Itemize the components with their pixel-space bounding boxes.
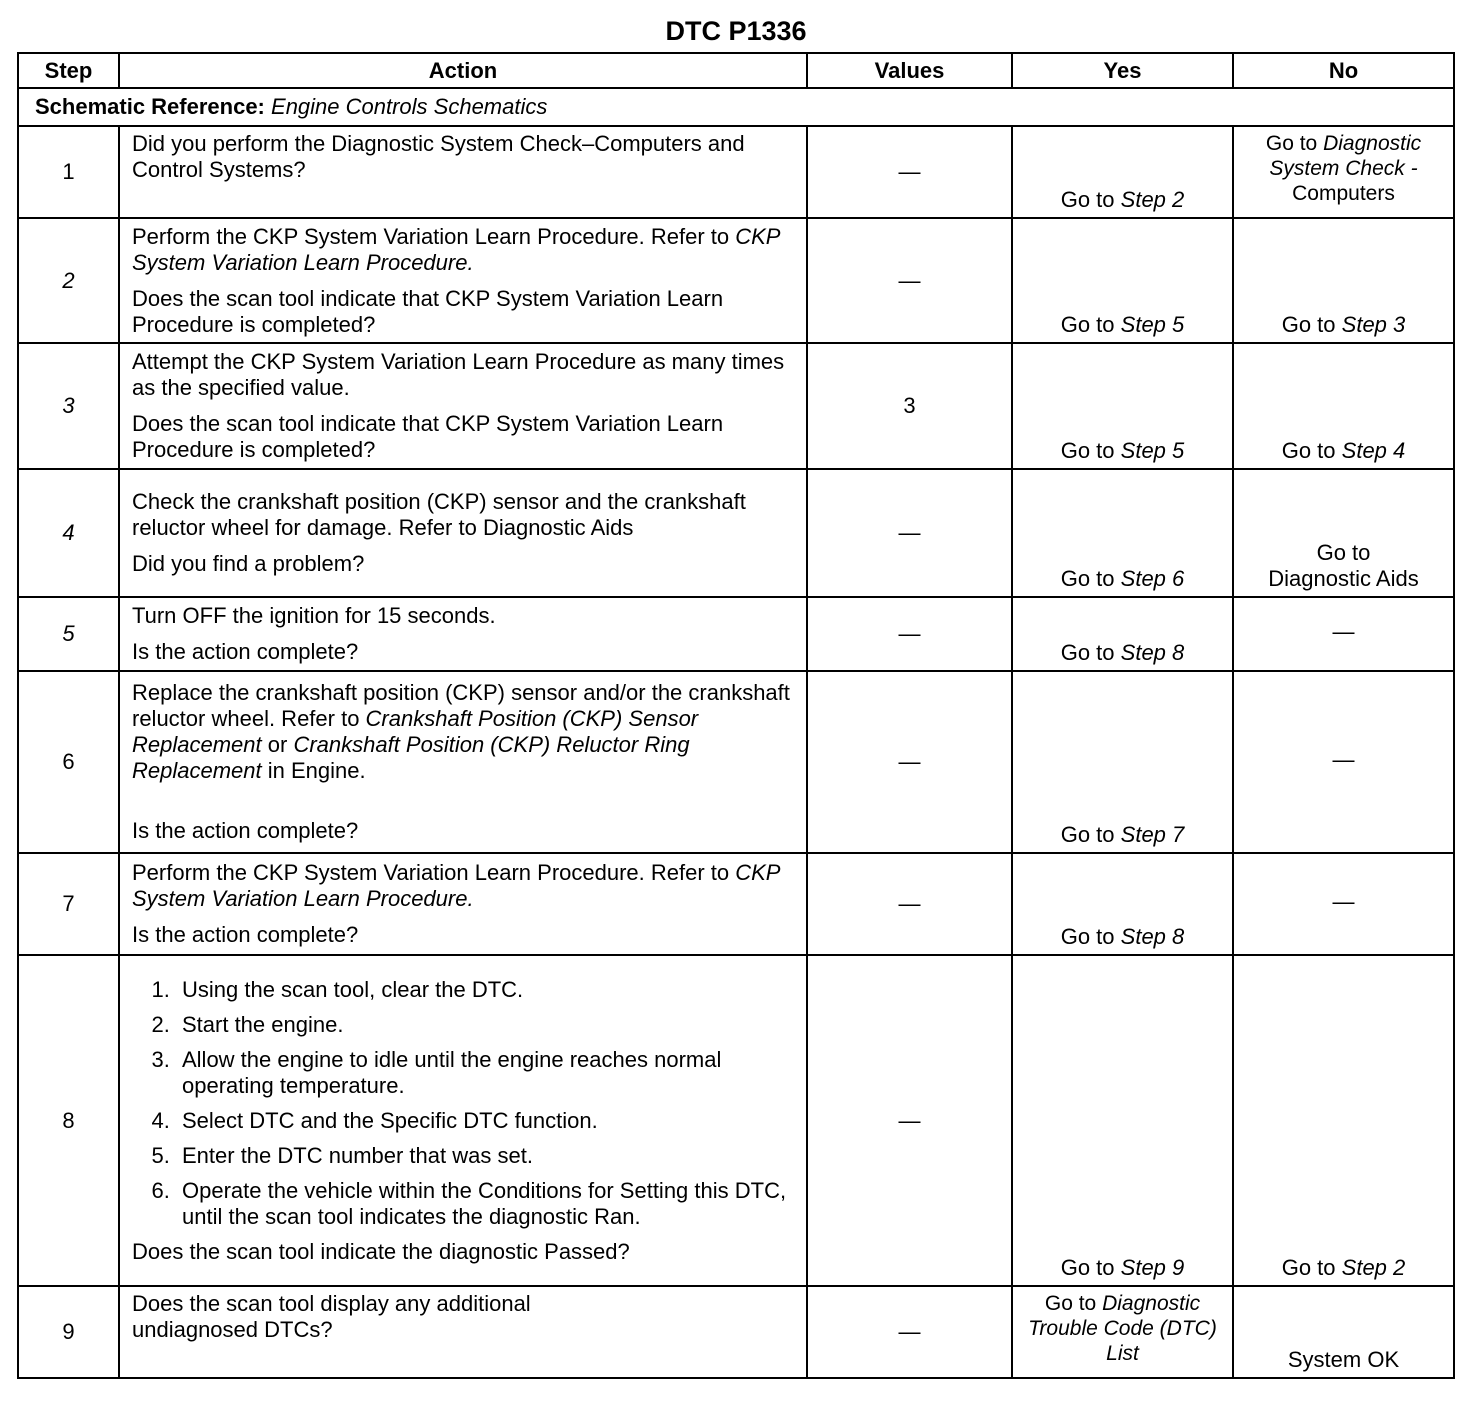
action-text: Turn OFF the ignition for 15 seconds. <box>132 603 496 628</box>
no-cell <box>1233 469 1454 597</box>
yes-cell <box>1012 469 1233 597</box>
action-cell <box>119 1286 807 1378</box>
value-cell: — <box>807 469 1012 597</box>
table-row <box>18 853 1454 955</box>
action-question: Is the action complete? <box>132 818 359 843</box>
list-item: 5. Enter the DTC number that was set. <box>176 1143 796 1169</box>
action-cell <box>119 218 807 343</box>
value-cell: — <box>807 597 1012 671</box>
goto-label: Go to <box>1060 1255 1115 1280</box>
action-question: Does the scan tool indicate that CKP System Variation Learn Procedure is completed? <box>132 411 724 462</box>
action-cell <box>119 853 807 955</box>
yes-cell <box>1012 955 1233 1286</box>
value-cell: — <box>807 218 1012 343</box>
action-question: Does the scan tool indicate the diagnostic Passed? <box>132 1238 630 1264</box>
table-row <box>18 597 1454 671</box>
action-cell <box>119 126 807 218</box>
table-row <box>18 469 1454 597</box>
yes-cell <box>1012 597 1233 671</box>
list-item: 3. Allow the engine to idle until the engine reaches normal operating temperature. <box>176 1047 796 1099</box>
table-row <box>18 671 1454 853</box>
header-no: No <box>1233 53 1454 88</box>
header-yes: Yes <box>1012 53 1233 88</box>
action-text <box>132 680 796 784</box>
action-text-part: Replace the crankshaft position (CKP) sensor and/or the crankshaft reluctor wheel. Refer to <box>132 680 790 731</box>
action-question: Does the scan tool indicate that CKP System Variation Learn Procedure is completed? <box>132 285 724 337</box>
goto-label: Go to <box>1281 312 1336 337</box>
no-link[interactable]: Diagnostic System Check - <box>1269 132 1422 180</box>
no-cell <box>1233 218 1454 343</box>
action-text: Attempt the CKP System Variation Learn Procedure as many times as the specified value. <box>132 349 785 400</box>
no-cell: — <box>1233 671 1454 853</box>
action-link[interactable]: Crankshaft Position (CKP) Reluctor Ring Replacement <box>132 732 690 783</box>
no-cell <box>1233 343 1454 469</box>
list-item: 6. Operate the vehicle within the Conditions for Setting this DTC, until the scan tool indicates the diagnostic Ran. <box>176 1178 796 1230</box>
no-cell <box>1233 955 1454 1286</box>
header-row <box>18 53 1454 88</box>
step-number: 7 <box>18 853 119 955</box>
goto-label: Go to <box>1060 822 1115 847</box>
value-cell: — <box>807 853 1012 955</box>
yes-link[interactable]: Step 8 <box>1120 640 1185 665</box>
no-cell: System OK <box>1233 1286 1454 1378</box>
yes-cell <box>1012 343 1233 469</box>
spacer <box>132 784 796 818</box>
action-link[interactable]: CKP System Variation Learn Procedure. <box>132 860 780 911</box>
goto-label: Go to <box>1316 540 1371 565</box>
action-link[interactable]: CKP System Variation Learn Procedure. <box>132 223 780 275</box>
action-question: Is the action complete? <box>132 639 359 664</box>
action-text <box>132 224 796 276</box>
action-question: Is the action complete? <box>132 922 359 947</box>
no-cell <box>1233 126 1454 218</box>
action-text-part: in Engine. <box>261 758 366 783</box>
step-number: 4 <box>18 469 119 597</box>
goto-label: Go to <box>1281 438 1336 463</box>
no-link-tail: Computers <box>1292 182 1395 205</box>
goto-label: Go to <box>1281 1255 1336 1280</box>
action-question: Did you find a problem? <box>132 551 365 576</box>
no-link[interactable]: Step 3 <box>1341 312 1406 337</box>
value-cell: — <box>807 955 1012 1286</box>
step-number: 3 <box>18 343 119 469</box>
goto-label: Go to <box>1060 566 1115 591</box>
action-text-part: Perform the CKP System Variation Learn Procedure. Refer to <box>132 223 736 249</box>
step-number: 2 <box>18 218 119 343</box>
goto-label: Go to <box>1060 187 1115 212</box>
action-cell <box>119 343 807 469</box>
action-text-part: Perform the CKP System Variation Learn Procedure. Refer to <box>132 860 736 885</box>
list-item: 1. Using the scan tool, clear the DTC. <box>176 977 796 1003</box>
table-row <box>18 343 1454 469</box>
yes-link[interactable]: Step 8 <box>1120 924 1185 949</box>
action-text: Does the scan tool display any additional undiagnosed DTCs? <box>132 1291 531 1342</box>
step-number: 1 <box>18 126 119 218</box>
action-link[interactable]: Crankshaft Position (CKP) Sensor Replacement <box>132 706 699 757</box>
yes-link[interactable]: Step 9 <box>1120 1255 1185 1280</box>
action-cell <box>119 469 807 597</box>
yes-link[interactable]: Diagnostic Trouble Code (DTC) List <box>1028 1292 1217 1365</box>
table-row <box>18 1286 1454 1378</box>
header-action: Action <box>119 53 807 88</box>
no-cell: — <box>1233 853 1454 955</box>
no-link[interactable]: Step 2 <box>1341 1255 1406 1280</box>
action-text: Did you perform the Diagnostic System Check–Computers and Control Systems? <box>132 131 745 182</box>
procedure-list <box>132 977 796 1230</box>
value-cell: 3 <box>807 343 1012 469</box>
header-values: Values <box>807 53 1012 88</box>
yes-cell <box>1012 126 1233 218</box>
table-row <box>18 126 1454 218</box>
goto-label: Go to <box>1265 132 1318 155</box>
step-number: 6 <box>18 671 119 853</box>
value-cell: — <box>807 126 1012 218</box>
schematic-label: Schematic Reference: <box>35 94 265 119</box>
step-number: 5 <box>18 597 119 671</box>
yes-cell <box>1012 853 1233 955</box>
yes-link[interactable]: Step 5 <box>1120 438 1185 463</box>
yes-link[interactable]: Step 6 <box>1120 566 1185 591</box>
yes-link[interactable]: Step 2 <box>1120 187 1185 212</box>
yes-cell <box>1012 1286 1233 1378</box>
step-number: 9 <box>18 1286 119 1378</box>
goto-label: Go to <box>1060 312 1115 337</box>
action-text <box>132 860 796 912</box>
action-text-part: or <box>261 732 294 757</box>
header-step: Step <box>18 53 119 88</box>
yes-link[interactable]: Step 7 <box>1120 822 1185 847</box>
goto-label: Go to <box>1060 438 1115 463</box>
yes-cell <box>1012 218 1233 343</box>
schematic-reference <box>18 88 1454 126</box>
schematic-link[interactable]: Engine Controls Schematics <box>271 94 548 119</box>
goto-label: Go to <box>1044 1292 1097 1315</box>
schematic-row <box>18 88 1454 126</box>
goto-label: Go to <box>1060 924 1115 949</box>
no-link[interactable]: Diagnostic Aids <box>1268 566 1419 591</box>
goto-label: Go to <box>1060 640 1115 665</box>
list-item: 2. Start the engine. <box>176 1012 796 1038</box>
list-item: 4. Select DTC and the Specific DTC function. <box>176 1108 796 1134</box>
no-link[interactable]: Step 4 <box>1341 438 1406 463</box>
page-title: DTC P1336 <box>665 16 807 46</box>
table-row <box>18 955 1454 1286</box>
action-text: Check the crankshaft position (CKP) sensor and the crankshaft reluctor wheel for damage. Refer to Diagnostic Aids <box>132 489 746 540</box>
yes-link[interactable]: Step 5 <box>1120 312 1185 337</box>
action-cell <box>119 597 807 671</box>
step-number: 8 <box>18 955 119 1286</box>
no-cell: — <box>1233 597 1454 671</box>
action-cell <box>119 955 807 1286</box>
table-row <box>18 218 1454 343</box>
action-cell <box>119 671 807 853</box>
dtc-table <box>17 52 1455 1379</box>
yes-cell <box>1012 671 1233 853</box>
value-cell: — <box>807 671 1012 853</box>
value-cell: — <box>807 1286 1012 1378</box>
